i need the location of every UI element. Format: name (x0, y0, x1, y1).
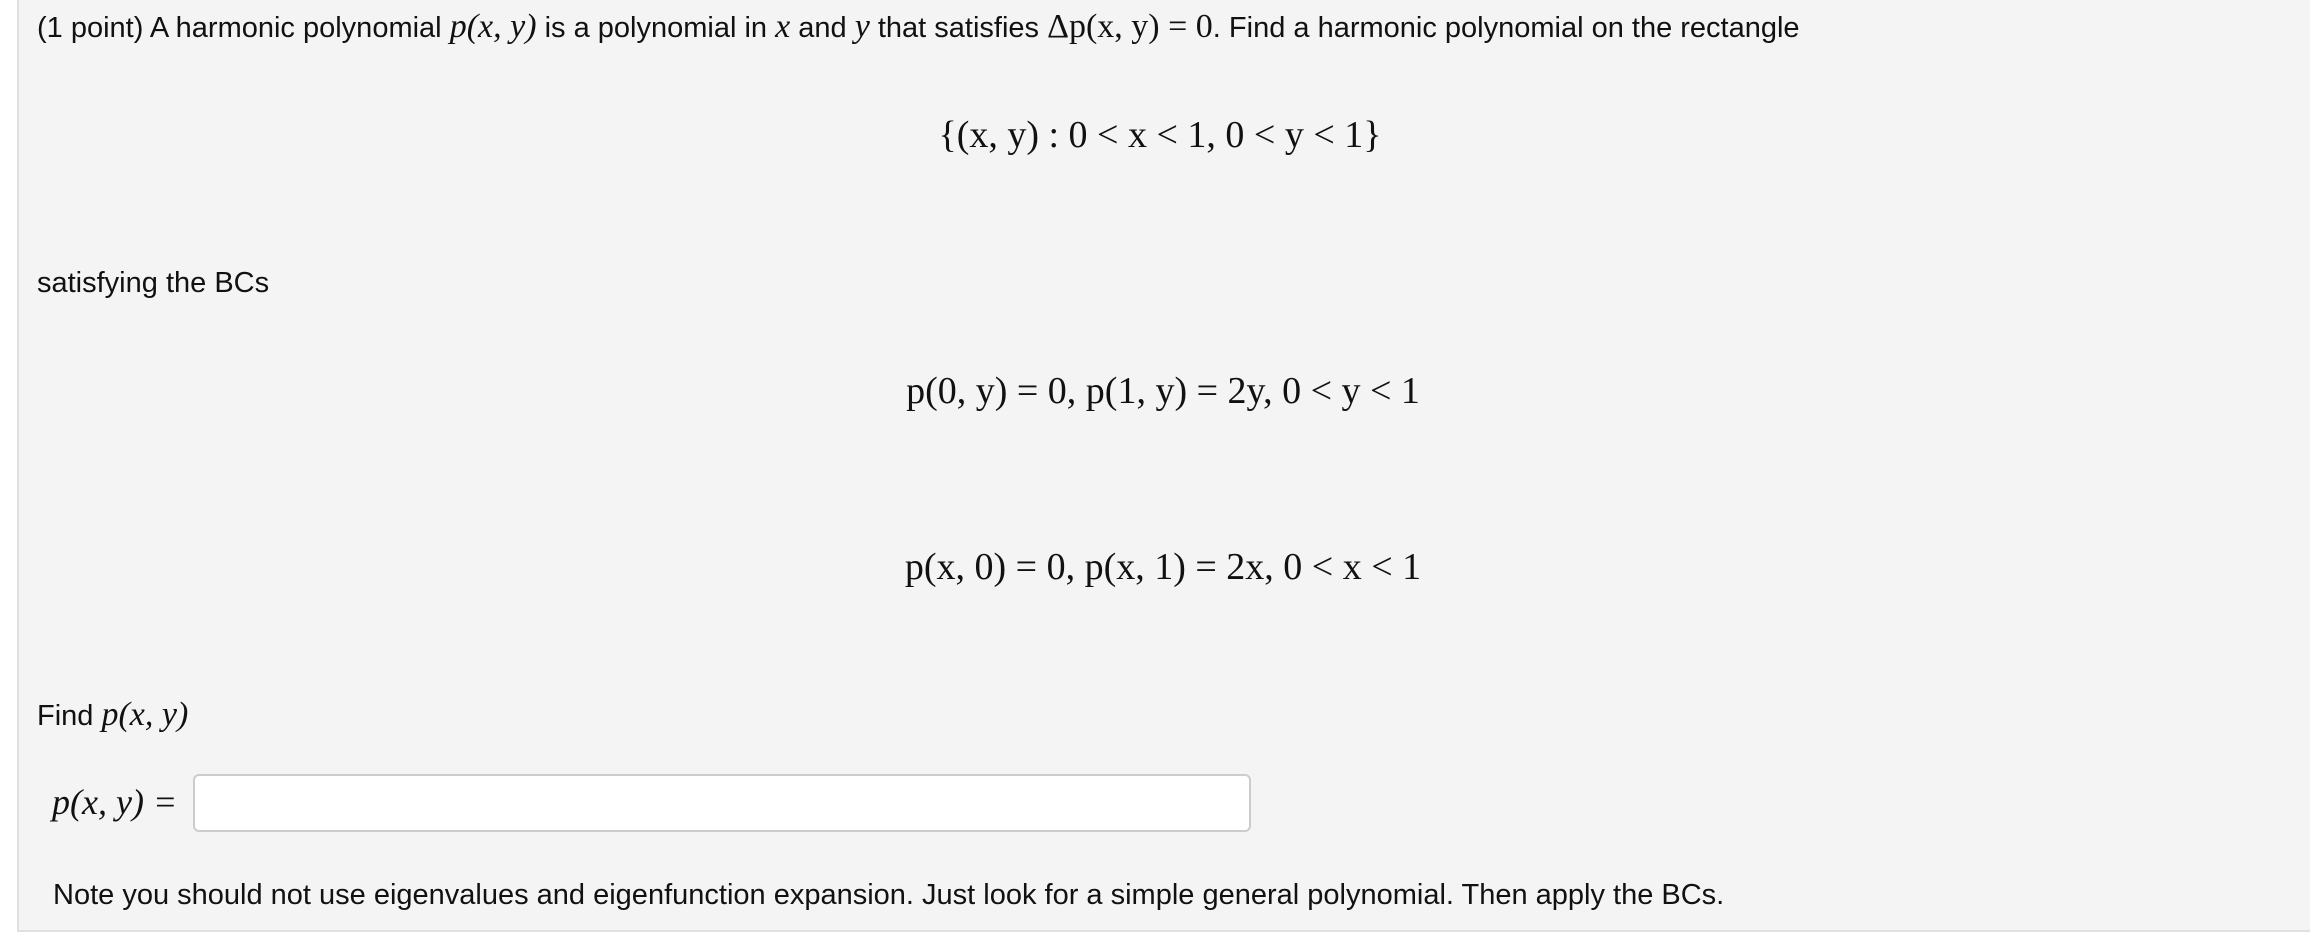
intro-text-3: and (798, 12, 847, 44)
bc-line-1: p(0, y) = 0, p(1, y) = 2y, 0 < y < 1 (906, 370, 1420, 412)
intro-text-4: that satisfies (877, 12, 1040, 44)
intro-text-1: A harmonic polynomial (149, 12, 442, 44)
answer-label (52, 780, 177, 824)
math-laplace: Δp(x, y) = 0 (1047, 8, 1213, 45)
points-label: (1 point) (37, 12, 144, 44)
answer-label-text: p(x, y) = (52, 782, 178, 822)
bcs-label: satisfying the BCs (37, 267, 270, 299)
find-label: Find (37, 700, 94, 732)
math-pxy: p(x, y) (449, 8, 537, 45)
problem-intro (37, 9, 1800, 46)
math-y: y (854, 8, 870, 45)
hint-note: Note you should not use eigenvalues and eigenfunction expansion. Just look for a simple general polynomial. Then apply the BCs. (53, 879, 1725, 911)
find-prompt (37, 697, 188, 734)
math-x: x (775, 8, 791, 45)
intro-text-2: is a polynomial in (544, 12, 768, 44)
bc-line-2: p(x, 0) = 0, p(x, 1) = 2x, 0 < x < 1 (904, 546, 1422, 588)
rectangle-set: {(x, y) : 0 < x < 1, 0 < y < 1} (938, 114, 1382, 156)
intro-text-5: . Find a harmonic polynomial on the rectangle (1212, 12, 1800, 44)
find-expr: p(x, y) (101, 696, 189, 733)
answer-input[interactable] (193, 774, 1251, 832)
